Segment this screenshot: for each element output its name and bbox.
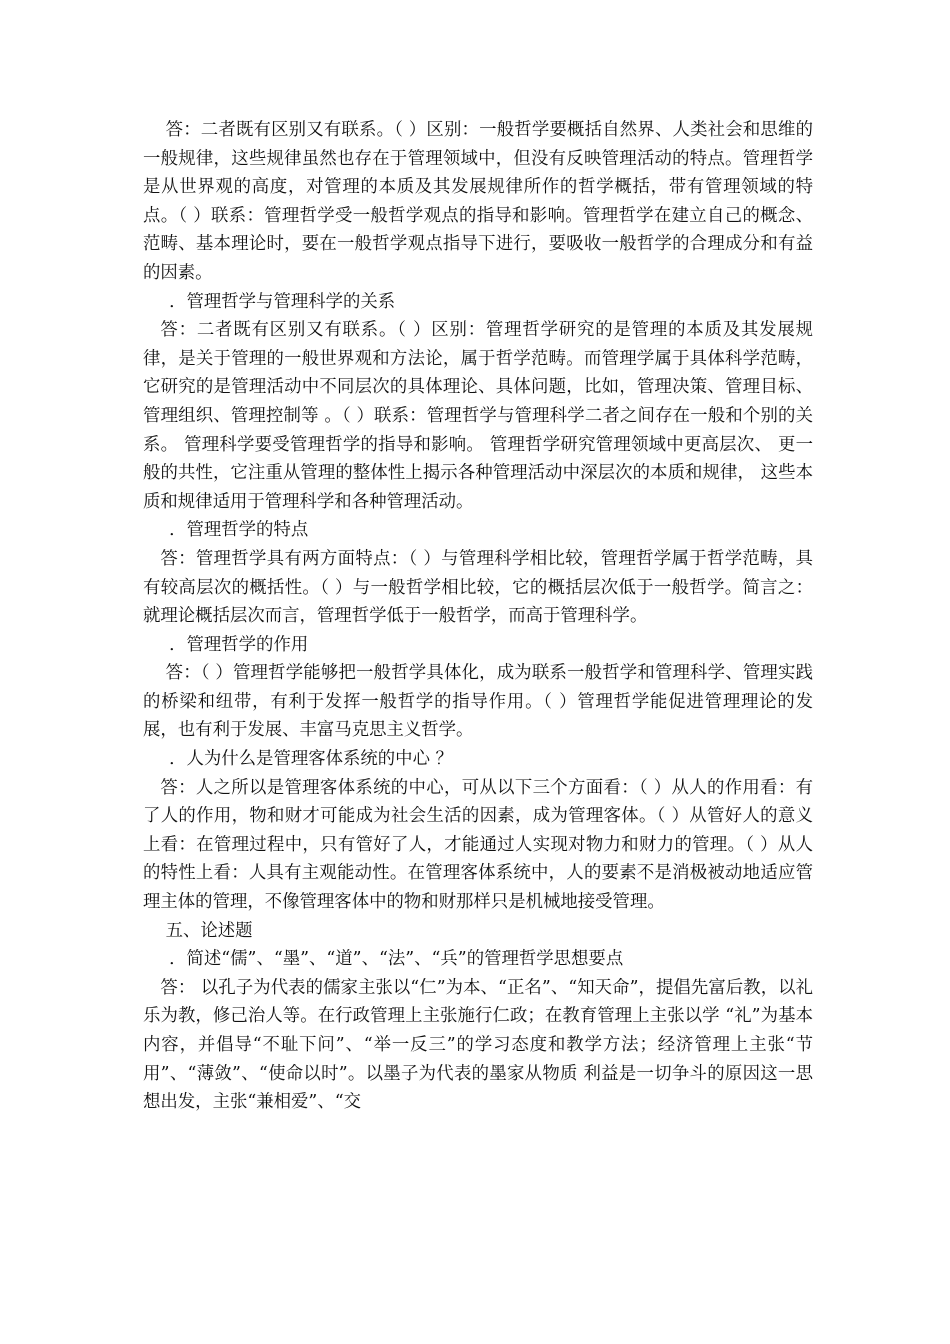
question-heading-3: ．管理哲学的特点 (169, 520, 309, 541)
answer-paragraph-2: 答：二者既有区别又有联系。（ ）区别：管理哲学研究的是管理的本质及其发展规律，是关于管理的一般世界观和方法论，属于哲学范畴。而管理学属于具体科学范畴，它研究的是管理活动中不同层次的具体理论、具体问题，比如，管理决策、管理目标、管理组织、管理控制等 。（ ）联系：管理哲学与管理科学二者之间存在一般和个别的关系。 管理科学要受管理哲学的指导和影响。 管理哲学研究管理领域中更高层次、 更一般的共性，它注重从管理的整体性上揭示各种管理活动中深层次的本质和规律， 这些本质和规律适用于管理科学和各种管理活动。 (143, 320, 813, 512)
question-heading-6: ．简述“儒”、“墨”、“道”、“法”、“兵”的管理哲学思想要点 (169, 949, 624, 970)
question-heading-4: ．管理哲学的作用 (169, 634, 309, 655)
answer-paragraph-6: 答： 以孔子为代表的儒家主张以“仁”为本、“正名”、“知天命”，提倡先富后教，以礼乐为教，修己治人等。在行政管理上主张施行仁政；在教育管理上主张以学 “礼”为基本内容，并倡导“不耻下问”、“举一反三”的学习态度和教学方法；经济管理上主张“节用”、“薄敛”、“使命以时”。以墨子为代表的墨家从物质 利益是一切争斗的原因这一思想出发，主张“兼相爱”、“交 (143, 977, 813, 1113)
answer-paragraph-5: 答：人之所以是管理客体系统的中心，可从以下三个方面看：（ ）从人的作用看：有了人的作用，物和财才可能成为社会生活的因素，成为管理客体。（ ）从管好人的意义上看：在管理过程中，只有管好了人，才能通过人实现对物力和财力的管理。（ ）从人的特性上看：人具有主观能动性。在管理客体系统中，人的要素不是消极被动地适应管理主体的管理，不像管理客体中的物和财那样只是机械地接受管理。 (143, 777, 813, 913)
question-heading-5: ．人为什么是管理客体系统的中心 ？ (169, 749, 453, 770)
question-heading-2: ．管理哲学与管理科学的关系 (169, 291, 396, 312)
answer-paragraph-3: 答：管理哲学具有两方面特点：（ ）与管理科学相比较，管理哲学属于哲学范畴，具有较高层次的概括性。（ ）与一般哲学相比较，它的概括层次低于一般哲学。简言之：就理论概括层次而言，管理哲学低于一般哲学，而高于管理科学。 (143, 548, 813, 627)
answer-paragraph-4: 答：（ ）管理哲学能够把一般哲学具体化，成为联系一般哲学和管理科学、管理实践的桥梁和纽带，有利于发挥一般哲学的指导作用。（ ）管理哲学能促进管理理论的发展，也有利于发展、丰富马克思主义哲学。 (143, 663, 813, 741)
document-page (143, 116, 813, 1117)
answer-paragraph-1: 答：二者既有区别又有联系。（ ）区别：一般哲学要概括自然界、人类社会和思维的一般规律，这些规律虽然也存在于管理领域中，但没有反映管理活动的特点。管理哲学是从世界观的高度，对管理的本质及其发展规律所作的哲学概括，带有管理领域的特点。（ ）联系：管理哲学受一般哲学观点的指导和影响。管理哲学在建立自己的概念、范畴、基本理论时，要在一般哲学观点指导下进行，要吸收一般哲学的合理成分和有益的因素。 (143, 120, 813, 283)
section-heading-essay: 五、论述题 (165, 920, 253, 941)
